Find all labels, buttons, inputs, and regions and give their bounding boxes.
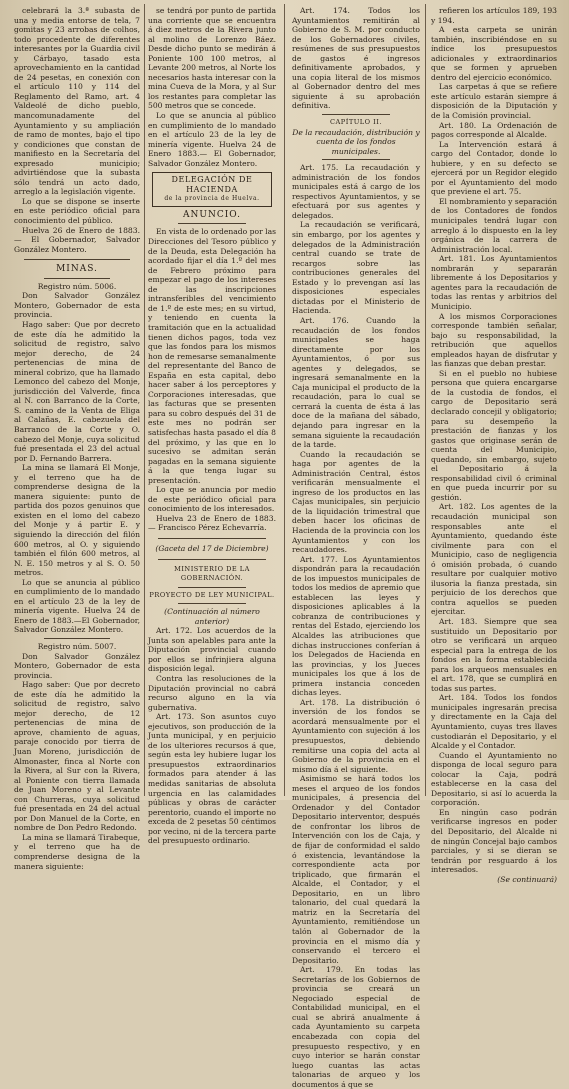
divider [158, 559, 266, 560]
paragraph: Art. 174. Todos los Ayuntamientos remitirán al Gobierno de S. M. por conducto de los Gobernadores civiles, resúmenes de sus presupuestos de gastos é ingresos definitivamente aprobados, y una copia literal de los mismos al Gobernador dentro del mes siguiente á su aprobación definitiva. [292, 6, 420, 111]
paragraph: Art. 180. La Ordenación de pagos corresponde al Alcalde. [431, 120, 557, 140]
paragraph: Art. 178. La distribución ó inversión de los fondos se acordará mensualmente por el Ayuntamiento con sujeción á los presupuestos, debiendo remitirse una copia del acta al Gobierno de la provincia en el mismo día á el siguiente. [292, 697, 420, 774]
paragraph: En ningún caso podrán verificarse ingresos en poder del Depositario, del Alcalde ni de ningún Concejal bajo cambos parciales, y si se dieran se tendrán por resguardo á los interesados. [431, 807, 557, 875]
paragraph: La Intervención estará á cargo del Contador, donde lo hubiere, y en su defecto se ejercerá por un Regidor elegido por el Ayuntamiento del modo que previene el art. 75. [431, 139, 557, 197]
paragraph: En vista de lo ordenado por las Direcciones del Tesoro público y de la Deuda, esta Delegación ha acordado fijar el día 1.º del mes de Febrero próximo para empezar el pago de los intereses de las inscripciones intransferibles del vencimiento de 1.º de este mes; en su virtud, y teniendo en cuenta la tramitación que en la actualidad tienen dichos pagos, toda vez que las fondos para los mismos hon de remesarse semanalmente del representante del Banco de España en esta capital, debo hacer saber á los perceptores y Corporaciones interesadas, que las facturas que se presenten para su cobro después del 31 de este mes no podrán ser satisfechas hasta pasado el día 8 del próximo, y las que en lo sucesivo se admitan serán pagadas en la semana siguiente á la que tenga lugar su presentación. [148, 227, 276, 485]
divider [322, 159, 390, 160]
paragraph: Hago saber: Que por decreto de este día he admitido la solicitud de registro, salvo mejor derecho, de 24 pertenencias de mina de mineral cobrizo, que ha llamado Lemonco del cabezo del Monje, jurisdicción del Valverde, finca al N. con Barranco de la Corte, S. camino de la Venta de Eliga al Calañas, E. cabezuela del Barranco de la Corte y O. cabezo del Monje, cuya solicitud fué presentada el 23 del actual por D. Fernando Barrera. [14, 319, 140, 463]
paragraph: Art. 183. Siempre que sea sustituido un Depositario por otro se verificará un arqueo especial para la entrega de los fondos en la forma establecida para los arqueos mensuales en el art. 178, que se cumplirá en todas sus partes. [431, 617, 557, 693]
column-4 [431, 6, 557, 884]
paragraph: Art. 175. La recaudación y administración de los fondos municipales está á cargo de los respectivos Ayuntamientos, y se efectuará por sus agentes y delegados. [292, 163, 420, 220]
paragraph: Art. 172. Los acuerdos de la Junta son apelables para ante la Diputación provincial cuando por ellos se infrinjiera alguna disposición legal. [148, 626, 276, 674]
column-rule [284, 4, 285, 796]
paragraph: Art. 184. Todos los fondos municipales ingresarán precisa y directamente en la Caja del Ayuntamiento, cuyas tres llaves custodiarán el Depositario, y el Alcalde y el Contador. [431, 693, 557, 751]
paragraph: Contra las resoluciones de la Diputación provincial no cabrá recurso alguno en la vía gubernativa. [148, 674, 276, 712]
paragraph: refieren los artículos 189, 193 y 194. [431, 6, 557, 25]
paragraph: La mina se llamará Tirabeque, y el terreno que ha de comprenderse designa de la manera siguiente: [14, 832, 140, 871]
paragraph: Art. 182. Los agentes de la recaudación municipal son responsables ante el Ayuntamiento, quedando éste civilmente para con el Municipio, caso de negligencia ó omisión probada, ó cuando resultare por cualquier motivo ilusoria la fianza prestada, sin perjuicio de los derechos que contra aquellos se pueden ejercitar. [431, 502, 557, 617]
column-2 [148, 6, 276, 846]
continuacion-note: (Continuación al número anterior) [164, 607, 260, 626]
section-title-minas: MINAS. [56, 264, 98, 275]
paragraph: Art. 177. Los Ayuntamientos dispondrán para la recaudación de los impuestos municipales de todos los medios de apremio que establecen las leyes y disposiciones aplicables á la cobranza de contribuciones y rentas del Estado, ejerciendo los Alcaldes las atribuciones que dichas instrucciones conferían á los Delegados de Hacienda en las provincias, y los Jueces municipales los que á los de primera instancia conceden dichas leyes. [292, 554, 420, 698]
paragraph: Cuando la recaudación se haga por agentes de la Administración Central, éstos verificarán mensualmente el ingreso de los productos en las Cajas municipales, sin perjuicio de la liquidación trimestral que deben hacer los oficinas de Hacienda de la provincia con los Ayuntamientos y con los recaudadores. [292, 449, 420, 555]
paragraph: Lo que se anuncia al público en cumplimiento de lo mandado en el artículo 23 de la ley de minería vigente. Huelva 24 de Enero 1883.— El Gobernador, Salvador González Montero. [148, 111, 276, 168]
paragraph: Hago saber: Que por decreto de este día he admitido la solicitud de registro, salvo mejor derecho, de 12 pertenencias de mina de aprove, chamiento de aguas, paraje conocido por tierra de Juan Moreno, jurisdicción de Almonaster, finca al Norte con la Rivera, al Sur con la Rivera, al Poniente con tierra llamada de Juan Moreno y al Levante con Churreras, cuya solicitud fué presentada en 24 del actual por Don Manuel de la Corte, en nombre de Don Pedro Redondo. [14, 680, 140, 833]
delegacion-box [152, 172, 272, 207]
signature: Huelva 23 de Enero de 1883.— Francisco Pérez Echevarría. [148, 513, 276, 533]
divider [44, 638, 110, 639]
divider [178, 223, 246, 224]
divider [178, 603, 246, 604]
column-1 [14, 6, 140, 871]
paragraph: Don Salvador González Montero, Gobernador de esta provincia. [14, 651, 140, 680]
divider [178, 587, 246, 588]
paragraph: Si en el pueblo no hubiese persona que quiera encargarse de la custodia de fondos, el cargo de Depositario será declarado concejil y obligatorio; para su desempeño la prestación de fianzas y los gastos que originase serán de cuenta del Municipio, quedando, sin embargo, sujeto el Depositario á la responsabilidad civil ó criminal en que pueda incurrir por su gestión. [431, 368, 557, 502]
paragraph: Asimismo se hará todos los meses el arqueo de los fondos municipales, á presencia del Ordenador y del Contador Depositario interventor, después de confrontar los libros de Intervención con los de Caja, y de fijar de conformidad el saldo ó existencia, levantándose la correspondiente acta por triplicado, que firmarán el Alcalde, el Contador, y el Depositario, en un libro talonario, del cual quedará la matriz en la Secretaría del Ayuntamiento, remitiéndose un talón al Gobernador de la provincia en el mismo día y conservando el tercero el Depositario. [292, 774, 420, 965]
paragraph: se tendrá por punto de partida una corriente que se encuentra á diez metros de la Rivera junto al molino de Lorenzo Báez. Desde dicho punto se medirán á Poniente 100 100 metros, al Levante 200 metros, al Norte los necesarios hasta interesar con la mina Cueva de la Mora, y al Sur los restantes para completar las 500 metros que se concede. [148, 6, 276, 111]
divider [322, 114, 390, 115]
paragraph: Art. 176. Cuando la recaudación de los fondos municipales se haga directamente por los Ayuntamientos, ó por sus agentes y delegados, se ingresará semanalmente en la Caja municipal el producto de la recaudación, para lo cual se cerrará la cuenta de ésta á las doce de la mañana del sábado, dejando para ingresar en la semana siguiente la recaudación de la tarde. [292, 315, 420, 450]
paragraph: Lo que se dispone se inserte en este periódico oficial para conocimiento del público. [14, 196, 140, 226]
signature: Huelva 26 de Enero de 1883.— El Gobernador, Salvador González Montero. [14, 225, 140, 254]
paragraph: A los mismos Corporaciones corresponde también señalar, bajo su responsabilidad, la retribución que aquellos empleados hayan de disfrutar y las fianzas que deban prestar. [431, 311, 557, 369]
ministerio-title: MINISTERIO DE LA GOBERNACIÓN. [174, 564, 250, 583]
registro-title: Registro núm. 5006. [37, 281, 117, 291]
delegacion-title: DELEGACIÓN DE HACIENDA [171, 175, 253, 194]
capitulo-title: CAPÍTULO II. [330, 118, 382, 127]
paragraph: A esta carpeta se unirán también, inscribiéndose en su índice los presupuestos adicionales y extraordinarios que se formen y aprueben dentro del ejercicio económico. [431, 25, 557, 82]
paragraph: Lo que se anuncia por medio de este periódico oficial para conocimiento de los interesados. [148, 485, 276, 514]
column-3 [292, 6, 420, 1089]
continuara-note: (Se continuará) [497, 874, 557, 884]
column-rule [144, 4, 145, 796]
paragraph: Las carpetas á que se refiere este artículo estarán siempre á disposición de la Diputación y de la Comisión provincial. [431, 82, 557, 121]
paragraph: Cuando el Ayuntamiento no disponga de local seguro para colocar la Caja, podrá establecerse en la casa del Depositario, si así lo acuerda la corporación. [431, 750, 557, 808]
divider [44, 278, 110, 279]
paragraph: celebrará la 3.ª subasta de una y media entorse de tela, 7 gomitas y 23 arrobas de colhos, todo procedente de diferentes interesantes por la Guardia civil y Cárbayo, tasado esta aprovechamiento en la cantidad de 24 pesetas, en conexión con el artículo 110 y 114 del Reglamento del Ramo, art. 4 Valdeolé de dicho pueblo, mancomunadamente del Ayuntamiento y su ampliación de ramo de montes, bajo el tipo y condiciones que constan de manifiesto en la Secretaría del expresado municipio; advirtiéndose que la subasta sólo tendrá un acto dado, arreglo a la legislación vigente. [14, 6, 140, 197]
proyecto-title: PROYECTO DE LEY MUNICIPAL. [149, 590, 275, 599]
registro-title: Registro núm. 5007. [37, 642, 117, 651]
paragraph: Art. 179. En todas las Secretarías de los Gobiernos de provincia se creará un Negociado especial de Contabilidad municipal, en el cual se abrirá anualmente á cada Ayuntamiento su carpeta encabezada con copia del presupuesto respectivo, y en cuyo interior se harán constar luego cuantas las actas talonarias de arqueo y los documentos á que se [292, 965, 420, 1089]
capitulo-subtitle: De la recaudación, distribución y cuenta de los fondos municipales. [292, 127, 420, 156]
column-rule [425, 4, 426, 796]
anuncio-title: ANUNCIO. [183, 209, 241, 220]
paragraph: La mina se llamará El Monje, y el terreno que ha de comprenderse designa de la manera siguiente: punto de partida dos pozos genuinos que existen en el lomo del cabezo del Monje y á partir E. y siguiendo la dirección del filón 600 metros, al O. y siguiendo también el filón 600 metros, al N. E. 150 metros y al S. O. 50 metros. [14, 463, 140, 578]
divider [158, 538, 266, 539]
paragraph: El nombramiento y separación de los Contadores de fondos municipales tendrá lugar con arreglo á lo dispuesto en la ley orgánica de la carrera de Administración local. [431, 196, 557, 254]
paragraph: La recaudación se verificará, sin embargo, por los agentes y delegados de la Administración central cuando se trate de recargos sobre las contribuciones generales del Estado y lo prevengan así las disposiciones especiales dictadas por el Ministerio de Hacienda. [292, 220, 420, 316]
paragraph: Lo que se anuncia al público en cumplimiento de lo mandado en el artículo 23 de la ley de minería vigente. Huelva 24 de Enero de 1883.—El Gobernador, Salvador González Montero. [14, 577, 140, 635]
paragraph: Art. 181. Los Ayuntamientos nombrarán y separarán libremente á los Depositarios y agentes para la recaudación de todas las rentas y arbitrios del Municipio. [431, 254, 557, 311]
gaceta-date: (Gaceta del 17 de Diciembre) [155, 543, 269, 553]
divider [24, 259, 130, 260]
paragraph: Art. 173. Son asuntos cuyo ejecutivos, son producción de la Junta municipal, y en perjuicio de los ulteriores recursos á que, según esta ley hubiere lugar los presupuestos extraordinarios formados para atender á las medidas sanitarias de absoluta urgencia en las calamidades públicas y obras de carácter perentorio, cuando el importe no exceda de 2 pesetas 50 céntimos por vecino, ni de la tercera parte del presupuesto ordinario. [148, 712, 276, 846]
paragraph: Don Salvador González Montero, Gobernador de esta provincia. [14, 291, 140, 320]
delegacion-subtitle: de la provincia de Huelva. [164, 195, 260, 203]
